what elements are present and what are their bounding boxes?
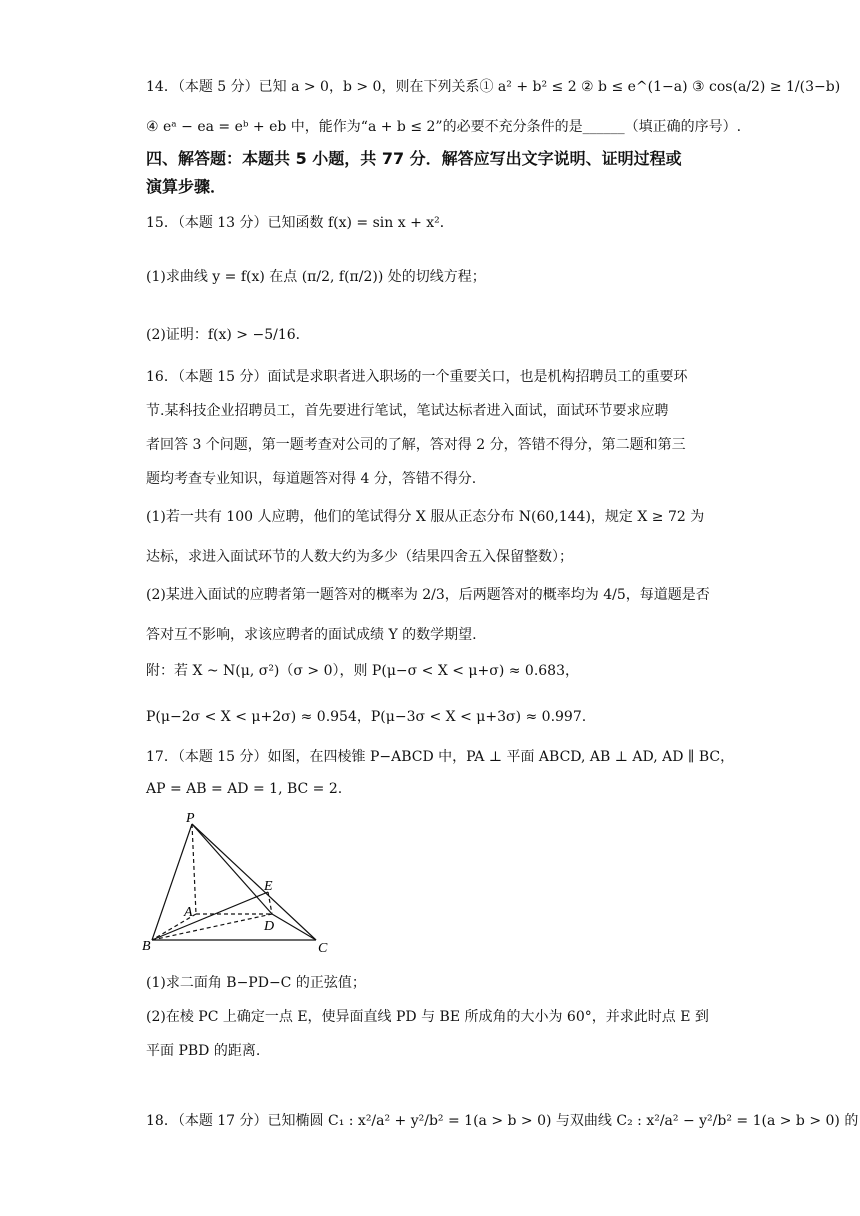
q18-line-1: 18．（本题 17 分）已知椭圆 C₁ : x²/a² + y²/b² = 1(a > b > 0) 与双曲线 C₂ : x²/a² − y²/b² = 1(a > b > 0) 的 bbox=[146, 1113, 859, 1129]
q16-line-4: 题均考查专业知识，每道题答对得 4 分，答错不得分. bbox=[146, 471, 477, 487]
label-P: P bbox=[186, 812, 195, 826]
pyramid-figure bbox=[140, 812, 340, 958]
q16-line-3: 者回答 3 个问题，第一题考查对公司的了解，答对得 2 分，答错不得分，第二题和第三 bbox=[146, 437, 686, 453]
q15-line-1: 15．（本题 13 分）已知函数 f(x) = sin x + x²． bbox=[146, 215, 454, 231]
edge-PD bbox=[192, 824, 272, 914]
label-E: E bbox=[264, 879, 273, 894]
q15-line-2: (1)求曲线 y = f(x) 在点 (π/2, f(π/2)) 处的切线方程； bbox=[146, 269, 486, 285]
q16-line-8: 答对互不影响，求该应聘者的面试成绩 Y 的数学期望. bbox=[146, 627, 477, 643]
q17-line-3: (1)求二面角 B−PD−C 的正弦值； bbox=[146, 975, 366, 991]
q16-line-9: 附：若 X ~ N(μ, σ²)（σ > 0），则 P(μ−σ < X < μ+σ) ≈ 0.683， bbox=[146, 663, 579, 679]
q16-line-1: 16．（本题 15 分）面试是求职者进入职场的一个重要关口，也是机构招聘员工的重要环 bbox=[146, 369, 688, 385]
q14-line-2: ④ eᵃ − ea = eᵇ + eb 中，能作为“a + b ≤ 2”的必要不充分条件的是______（填正确的序号）. bbox=[146, 119, 742, 135]
edge-PC bbox=[192, 824, 316, 940]
section4-heading-line-2: 演算步骤． bbox=[146, 177, 227, 196]
q16-line-2: 节.某科技企业招聘员工，首先要进行笔试，笔试达标者进入面试，面试环节要求应聘 bbox=[146, 403, 669, 419]
q16-line-5: (1)若一共有 100 人应聘，他们的笔试得分 X 服从正态分布 N(60,144)，规定 X ≥ 72 为 bbox=[146, 509, 705, 525]
q17-line-4: (2)在棱 PC 上确定一点 E，使异面直线 PD 与 BE 所成角的大小为 60°，并求此时点 E 到 bbox=[146, 1009, 709, 1025]
edge-DC bbox=[272, 914, 316, 940]
q16-line-6: 达标，求进入面试环节的人数大约为多少（结果四舍五入保留整数）； bbox=[146, 549, 573, 565]
edge-BD bbox=[152, 914, 275, 940]
label-D: D bbox=[264, 919, 275, 934]
q17-line-2: AP = AB = AD = 1, BC = 2. bbox=[146, 781, 343, 797]
label-C: C bbox=[318, 941, 328, 956]
edge-PA bbox=[192, 824, 196, 914]
q14-line-1: 14．（本题 5 分）已知 a > 0，b > 0，则在下列关系① a² + b² ≤ 2 ② b ≤ e^(1−a) ③ cos(a/2) ≥ 1/(3−b) bbox=[146, 79, 841, 95]
label-A: A bbox=[184, 905, 193, 920]
label-B: B bbox=[142, 939, 151, 954]
q17-line-5: 平面 PBD 的距离. bbox=[146, 1043, 261, 1059]
q15-line-3: (2)证明：f(x) > −5/16． bbox=[146, 327, 310, 343]
edge-BE bbox=[152, 892, 268, 940]
q16-line-10: P(μ−2σ < X < μ+2σ) ≈ 0.954，P(μ−3σ < X < μ+3σ) ≈ 0.997. bbox=[146, 709, 587, 725]
edge-PB bbox=[152, 824, 192, 940]
section4-heading-line-1: 四、解答题：本题共 5 小题，共 77 分．解答应写出文字说明、证明过程或 bbox=[146, 149, 682, 168]
q17-line-1: 17．（本题 15 分）如图，在四棱锥 P−ABCD 中，PA ⊥ 平面 ABCD, AB ⊥ AD, AD ∥ BC， bbox=[146, 749, 735, 765]
q16-line-7: (2)某进入面试的应聘者第一题答对的概率为 2/3，后两题答对的概率均为 4/5，每道题是否 bbox=[146, 587, 710, 603]
